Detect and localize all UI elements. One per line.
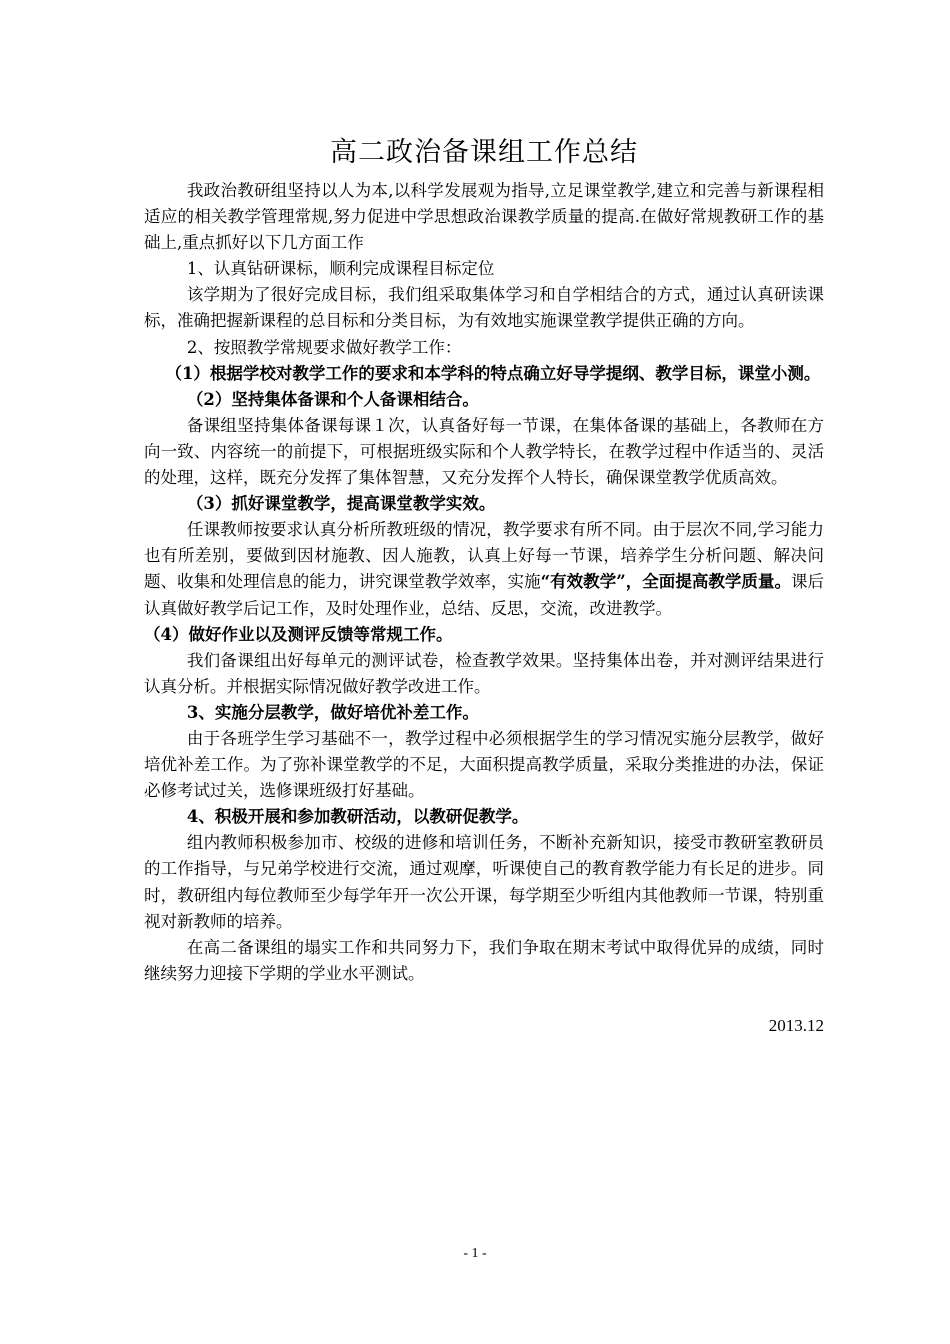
- body-paragraph: 我们备课组出好每单元的测评试卷，检查教学效果。坚持集体出卷，并对测评结果进行认真分析。并根据实际情况做好教学改进工作。: [144, 650, 824, 696]
- document-date: 2013.12: [768, 1015, 824, 1035]
- subsection-heading-2: （2）坚持集体备课和个人备课相结合。: [186, 389, 479, 409]
- body-paragraph: 备课组坚持集体备课每课１次，认真备好每一节课，在集体备课的基础上，各教师在方向一致、内容统一的前提下，可根据班级实际和个人教学特长，在教学过程中作适当的、灵活的处理，这样，既充分发挥了集体智慧，又充分发挥个人特长，确保课堂教学优质高效。: [144, 415, 824, 488]
- body-text: 任课教师按要求认真分析所教班级的情况，教学要求有所不同。由于层次不同,学习能力也有所差别，要做到因材施教、因人施教，认真上好每一节课，培养学生分析问题、解决问题、收集和处理信息的能力，讲究课堂教学效率，实施: [144, 520, 824, 592]
- intro-paragraph: 我政治教研组坚持以人为本,以科学发展观为指导,立足课堂教学,建立和完善与新课程相适应的相关教学管理常规,努力促进中学思想政治课教学质量的提高.在做好常规教研工作的基础上,重点抓好以下几方面工作: [144, 181, 824, 253]
- section-heading-4: 4、积极开展和参加教研活动，以教研促教学。: [186, 807, 529, 827]
- body-paragraph: 组内教师积极参加市、校级的进修和培训任务，不断补充新知识，接受市教研室教研员的工作指导，与兄弟学校进行交流，通过观摩，听课使自己的教育教学能力有长足的进步。同时，教研组内每位教师至少每学年开一次公开课，每学期至少听组内其他教师一节课，特别重视对新教师的培养。: [144, 833, 824, 931]
- section-heading-2: 2、按照教学常规要求做好教学工作：: [186, 337, 462, 357]
- section-heading-1: 1、认真钻研课标，顺利完成课程目标定位: [186, 259, 495, 279]
- body-text: 课后认真做好教学后记工作，及时处理作业，总结、反思，交流，改进教学。: [144, 572, 825, 618]
- subsection-heading-1: （1）根据学校对教学工作的要求和本学科的特点确立好导学提纲、教学目标，课堂小测。: [165, 363, 821, 383]
- section-heading-3: 3、实施分层教学，做好培优补差工作。: [186, 702, 479, 722]
- document-title: 高二政治备课组工作总结: [330, 137, 638, 168]
- emphasis-text: “有效教学”，全面提高教学质量。: [540, 572, 791, 592]
- document-body: [144, 133, 824, 1039]
- subsection-heading-3: （3）抓好课堂教学，提高课堂教学实效。: [186, 494, 496, 514]
- page-number: - 1 -: [463, 1246, 487, 1261]
- subsection-heading-4: （4）做好作业以及测评反馈等常规工作。: [144, 624, 453, 644]
- body-paragraph: 由于各班学生学习基础不一，教学过程中必须根据学生的学习情况实施分层教学，做好培优补差工作。为了弥补课堂教学的不足，大面积提高教学质量，采取分类推进的办法，保证必修考试过关，选修课班级打好基础。: [144, 728, 824, 801]
- closing-paragraph: 在高二备课组的塌实工作和共同努力下，我们争取在期末考试中取得优异的成绩，同时继续努力迎接下学期的学业水平测试。: [144, 937, 824, 983]
- body-paragraph: [144, 517, 824, 621]
- body-paragraph: 该学期为了很好完成目标，我们组采取集体学习和自学相结合的方式，通过认真研读课标，准确把握新课程的总目标和分类目标，为有效地实施课堂教学提供正确的方向。: [144, 285, 824, 331]
